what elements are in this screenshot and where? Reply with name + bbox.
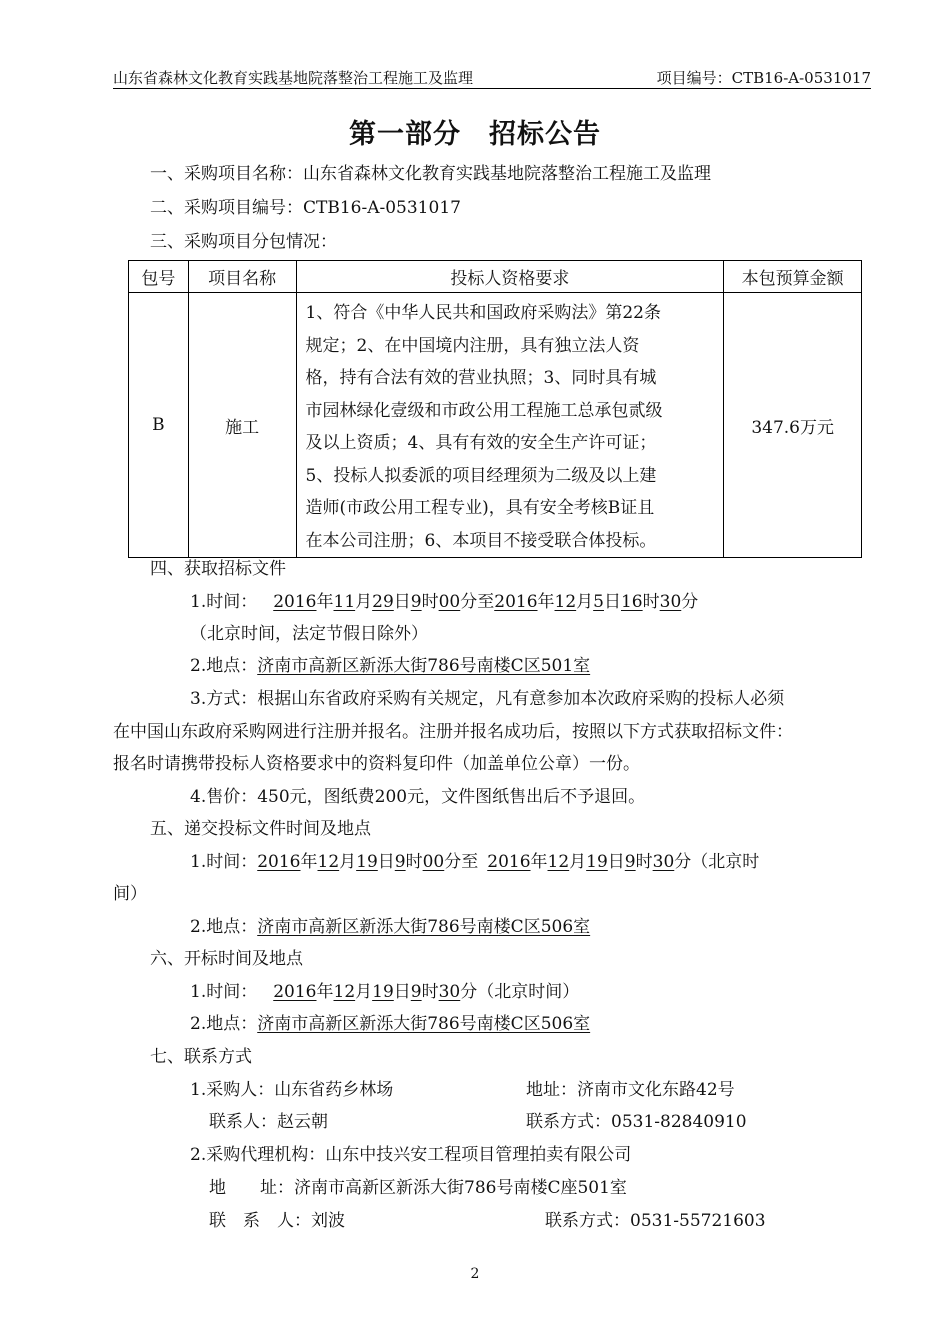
buyer-phone: 联系方式：0531-82840910	[526, 1112, 747, 1132]
header-project-title: 山东省森林文化教育实践基地院落整治工程施工及监理	[113, 69, 474, 87]
section-6-time: 1.时间： 2016年12月19日9时30分（北京时间）	[190, 982, 580, 1002]
col-header-name: 项目名称	[188, 261, 296, 293]
page-number: 2	[470, 1266, 480, 1282]
section-4-method-line: 在中国山东政府采购网进行注册并报名。注册并报名成功后，按照以下方式获取招标文件：	[113, 722, 793, 742]
cell-name: 施工	[188, 293, 296, 558]
requirement-line: 造师(市政公用工程专业)，具有安全考核B证且	[305, 498, 655, 518]
section-3-heading: 三、采购项目分包情况：	[150, 232, 337, 252]
section-5-time: 1.时间：2016年12月19日9时00分至 2016年12月19日9时30分（北京时	[190, 852, 760, 872]
section-6-heading: 六、开标时间及地点	[150, 949, 303, 969]
header-rule	[113, 88, 871, 89]
requirement-line: 市园林绿化壹级和市政公用工程施工总承包贰级	[305, 400, 663, 421]
requirement-line: 5、投标人拟委派的项目经理须为二级及以上建	[305, 465, 657, 486]
table-header-row	[129, 261, 862, 293]
requirement-line: 规定；2、在中国境内注册，具有独立法人资	[305, 335, 640, 356]
requirement-line: 1、符合《中华人民共和国政府采购法》第22条	[305, 303, 661, 323]
agent-contact: 联 系 人：刘波	[209, 1211, 345, 1231]
col-header-budget: 本包预算金额	[724, 261, 862, 293]
buyer-contact: 联系人：赵云朝	[209, 1112, 328, 1132]
cell-package: B	[129, 293, 189, 558]
section-4-time-note: （北京时间，法定节假日除外）	[190, 624, 428, 644]
col-header-requirements: 投标人资格要求	[296, 261, 724, 293]
section-4-method-line: 3.方式：根据山东省政府采购有关规定，凡有意参加本次政府采购的投标人必须	[190, 689, 785, 709]
agent-address: 地 址：济南市高新区新泺大街786号南楼C座501室	[209, 1178, 627, 1198]
table-row	[129, 293, 862, 558]
agent-phone: 联系方式：0531-55721603	[545, 1211, 766, 1231]
section-4-method-line: 报名时请携带投标人资格要求中的资料复印件（加盖单位公章）一份。	[113, 754, 640, 774]
section-5-time-note: 间）	[113, 884, 147, 904]
header-project-number: 项目编号：CTB16-A-0531017	[656, 69, 871, 87]
section-7-heading: 七、联系方式	[150, 1047, 252, 1067]
cell-budget: 347.6万元	[724, 293, 862, 558]
requirement-line: 格，持有合法有效的营业执照；3、同时具有城	[305, 368, 657, 388]
section-4-price: 4.售价：450元，图纸费200元，文件图纸售出后不予退回。	[190, 787, 646, 807]
section-6-place: 2.地点：济南市高新区新泺大街786号南楼C区506室	[190, 1014, 591, 1034]
section-2-project-number: 二、采购项目编号：CTB16-A-0531017	[150, 198, 461, 218]
section-5-place: 2.地点：济南市高新区新泺大街786号南楼C区506室	[190, 917, 591, 937]
section-4-time: 1.时间： 2016年11月29日9时00分至2016年12月5日16时30分	[190, 592, 699, 612]
requirement-line: 在本公司注册；6、本项目不接受联合体投标。	[305, 530, 657, 551]
buyer-name: 1.采购人：山东省药乡林场	[190, 1080, 394, 1100]
section-1-project-name: 一、采购项目名称：山东省森林文化教育实践基地院落整治工程施工及监理	[150, 164, 711, 184]
buyer-address: 地址：济南市文化东路42号	[526, 1080, 735, 1100]
col-header-package: 包号	[129, 261, 189, 293]
section-5-heading: 五、递交投标文件时间及地点	[150, 819, 371, 839]
requirement-line: 及以上资质；4、具有有效的安全生产许可证；	[305, 433, 657, 453]
page-title: 第一部分 招标公告	[349, 119, 601, 150]
agent-name: 2.采购代理机构：山东中技兴安工程项目管理拍卖有限公司	[190, 1145, 632, 1165]
section-4-place: 2.地点：济南市高新区新泺大街786号南楼C区501室	[190, 656, 591, 676]
section-4-heading: 四、获取招标文件	[150, 559, 286, 579]
package-table	[128, 260, 862, 558]
cell-requirements	[296, 293, 724, 558]
